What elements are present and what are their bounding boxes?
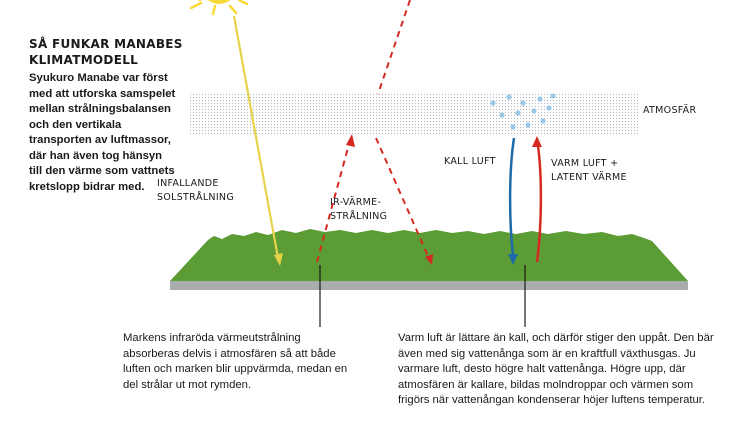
incoming-solar-label: INFALLANDE SOLSTRÅLNING — [157, 178, 235, 203]
ground-surface — [170, 229, 688, 281]
convection-caption: Varm luft är lättare än kall, och därför stiger den uppåt. Den bär även med sig vattenånga som är en kraftfull växthusgas. Ju varmare luft, desto högre halt vattenånga. Högre upp, där atmosfären är kallare, bildas molndroppar och värmen som frigörs när vattenångan kondenserar höjer luftens temperatur. — [398, 332, 714, 406]
warm-air-label: VARM LUFT + LATENT VÄRME — [551, 158, 627, 183]
atmosphere-label: ATMOSFÄR — [643, 105, 697, 116]
atmosphere-band — [190, 92, 638, 134]
ir-heat-label: IR-VÄRME-STRÅLNING — [330, 197, 388, 222]
sun-icon — [191, 0, 247, 14]
solar-radiation-arrow — [234, 16, 283, 266]
cold-air-label: KALL LUFT — [444, 156, 496, 167]
ground-caption: Markens infraröda värmeutstrålning absorberas delvis i atmosfären så att både luften och marken blir uppvärmda, medan en del strålar ut mot rymden. — [123, 332, 348, 391]
diagram-title: SÅ FUNKAR MANABES KLIMATMODELL — [29, 37, 183, 67]
ground-base — [170, 281, 688, 290]
intro-text: Syukuro Manabe var först med att utforska samspelet mellan strålningsbalansen och den vertikala transporten av luftmassor, där han även tog hänsyn till den värme som vattnets kretslopp bidrar med. — [29, 72, 176, 193]
ir-to-space-arrow — [378, 0, 410, 94]
